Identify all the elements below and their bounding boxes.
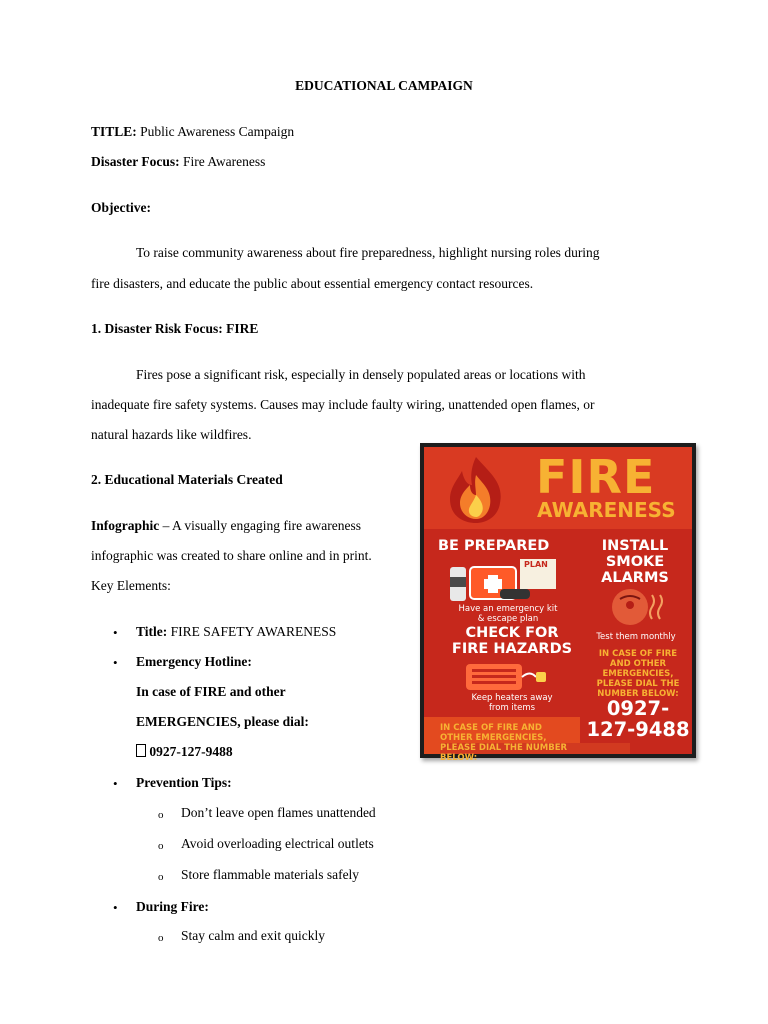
title-label: TITLE: bbox=[91, 124, 137, 139]
focus-line bbox=[91, 154, 265, 170]
focus-label: Disaster Focus: bbox=[91, 154, 180, 169]
infographic-hotline-number: 0927- 127-9488 bbox=[586, 697, 690, 741]
list-item-during-label: During Fire: bbox=[136, 899, 209, 914]
hotline-line-1: In case of FIRE and other bbox=[136, 684, 286, 699]
smoke-alarm-icon bbox=[604, 587, 672, 627]
kit-caption: Have an emergency kit & escape plan bbox=[458, 604, 558, 624]
item-title-value: FIRE SAFETY AWARENESS bbox=[170, 624, 337, 639]
focus-value: Fire Awareness bbox=[183, 154, 266, 169]
item-title-label: Title: bbox=[136, 624, 168, 639]
bottom-emergency-text: IN CASE OF FIRE AND OTHER EMERGENCIES, PLEASE DIAL THE NUMBER BELOW: bbox=[440, 723, 568, 763]
bullet-marker: • bbox=[113, 655, 118, 670]
fire-awareness-infographic bbox=[420, 443, 696, 763]
list-item-title bbox=[136, 624, 336, 640]
flame-icon bbox=[438, 455, 514, 525]
section-1-heading: 1. Disaster Risk Focus: FIRE bbox=[91, 321, 259, 336]
be-prepared-heading: BE PREPARED bbox=[438, 538, 550, 554]
heater-caption: Keep heaters away from items bbox=[471, 693, 553, 713]
infographic-canvas bbox=[424, 447, 692, 763]
list-item-hotline-label: Emergency Hotline: bbox=[136, 654, 252, 669]
infographic-awareness-word: AWARENESS bbox=[537, 498, 676, 522]
hotline-line-2: EMERGENCIES, please dial: bbox=[136, 714, 309, 729]
objective-heading: Objective: bbox=[91, 200, 151, 215]
phone-icon bbox=[136, 744, 146, 757]
check-hazards-heading: CHECK FOR FIRE HAZARDS bbox=[451, 625, 573, 657]
infographic-line-2: infographic was created to share online and in print. bbox=[91, 548, 372, 563]
bullet-marker: • bbox=[113, 900, 118, 915]
during-tip-1: Stay calm and exit quickly bbox=[181, 928, 325, 943]
list-item-prevention-label: Prevention Tips: bbox=[136, 775, 232, 790]
section-1-line-1: Fires pose a significant risk, especially in densely populated areas or locations with bbox=[136, 367, 586, 382]
right-emergency-text: IN CASE OF FIRE AND OTHER EMERGENCIES, PLEASE DIAL THE NUMBER BELOW: bbox=[596, 649, 680, 699]
sub-bullet-marker: o bbox=[158, 871, 164, 883]
objective-line-2: fire disasters, and educate the public about essential emergency contact resources. bbox=[91, 276, 534, 291]
section-1-line-2: inadequate fire safety systems. Causes may include faulty wiring, unattended open flames, or bbox=[91, 397, 595, 412]
heater-icon bbox=[464, 662, 550, 692]
bullet-marker: • bbox=[113, 776, 118, 791]
infographic-line-3: Key Elements: bbox=[91, 578, 171, 593]
test-caption: Test them monthly bbox=[596, 632, 676, 642]
title-line bbox=[91, 124, 294, 140]
prevention-tip-1: Don’t leave open flames unattended bbox=[181, 805, 376, 820]
section-2-heading: 2. Educational Materials Created bbox=[91, 472, 283, 487]
section-1-line-3: natural hazards like wildfires. bbox=[91, 427, 252, 442]
sub-bullet-marker: o bbox=[158, 932, 164, 944]
infographic-description: – A visually engaging fire awareness bbox=[159, 518, 361, 533]
sub-bullet-marker: o bbox=[158, 809, 164, 821]
hotline-number: 0927-127-9488 bbox=[136, 744, 233, 760]
prevention-tip-2: Avoid overloading electrical outlets bbox=[181, 836, 374, 851]
title-value: Public Awareness Campaign bbox=[140, 124, 295, 139]
objective-line-1: To raise community awareness about fire preparedness, highlight nursing roles during bbox=[136, 245, 600, 260]
infographic-fire-word: FIRE bbox=[536, 450, 656, 504]
infographic-line-1 bbox=[91, 518, 361, 534]
install-alarms-heading: INSTALL SMOKE ALARMS bbox=[601, 538, 669, 586]
prevention-tip-3: Store flammable materials safely bbox=[181, 867, 360, 882]
plan-label: PLAN bbox=[524, 560, 548, 569]
infographic-label: Infographic bbox=[91, 518, 160, 533]
sub-bullet-marker: o bbox=[158, 840, 164, 852]
page-title: EDUCATIONAL CAMPAIGN bbox=[295, 78, 473, 93]
bullet-marker: • bbox=[113, 625, 118, 640]
